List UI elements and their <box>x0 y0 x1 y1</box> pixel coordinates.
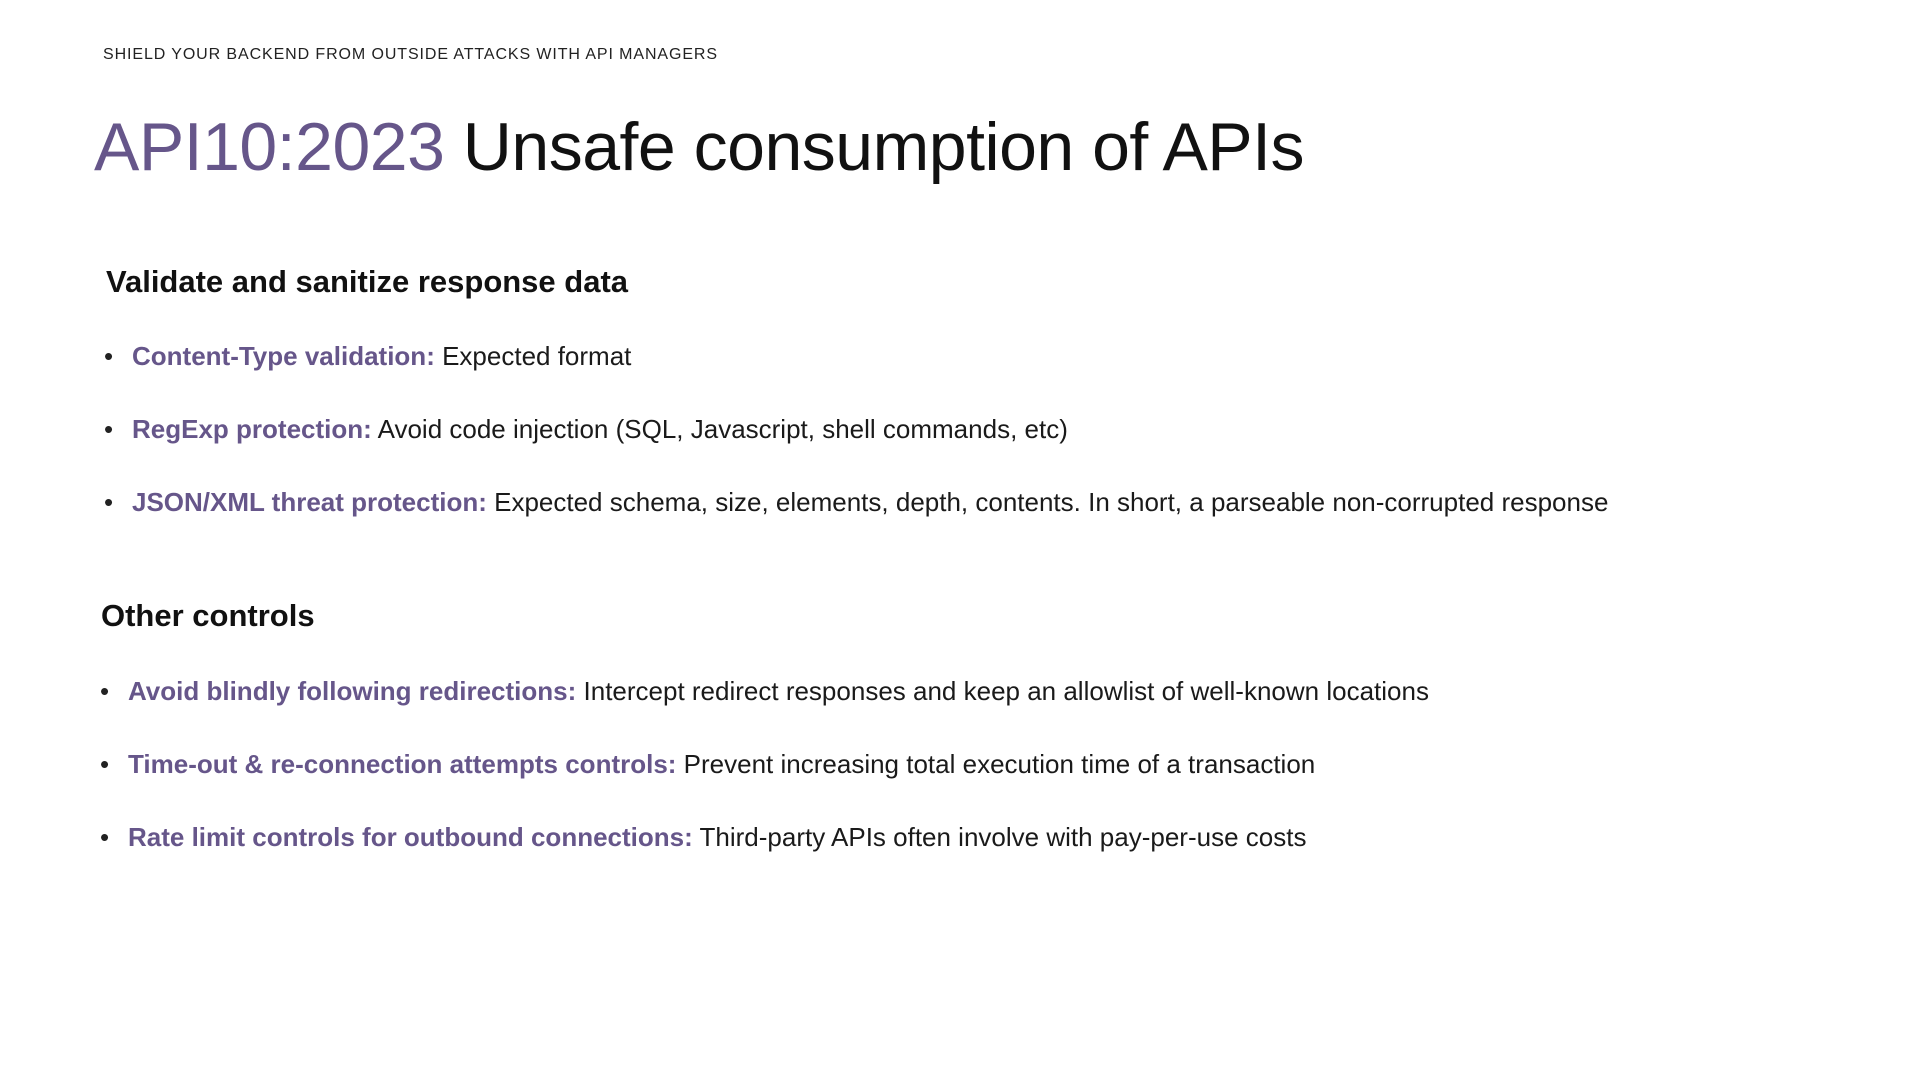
section-heading-validate: Validate and sanitize response data <box>106 264 629 299</box>
list-item <box>104 341 631 372</box>
bullet-term: RegExp protection: <box>132 414 372 444</box>
bullet-icon: • <box>100 822 110 852</box>
bullet-term: Avoid blindly following redirections: <box>128 676 577 706</box>
slide-kicker: SHIELD YOUR BACKEND FROM OUTSIDE ATTACKS WITH API MANAGERS <box>103 46 718 63</box>
slide-title <box>94 108 1304 186</box>
bullet-description: Expected format <box>434 341 632 371</box>
bullet-description: Prevent increasing total execution time of a transaction <box>676 749 1316 779</box>
list-item <box>104 414 1068 445</box>
bullet-term: JSON/XML threat protection: <box>132 487 487 517</box>
bullet-description: Intercept redirect responses and keep an allowlist of well-known locations <box>576 676 1429 706</box>
bullet-description: Third-party APIs often involve with pay-per-use costs <box>692 822 1307 852</box>
title-code: API10:2023 <box>94 109 445 185</box>
bullet-term: Content-Type validation: <box>132 341 435 371</box>
list-item <box>104 487 1608 518</box>
list-item <box>100 676 1429 707</box>
list-item <box>100 822 1306 853</box>
bullet-term: Time-out & re-connection attempts controls: <box>128 749 677 779</box>
list-item <box>100 749 1315 780</box>
bullet-term: Rate limit controls for outbound connections: <box>128 822 693 852</box>
bullet-icon: • <box>104 414 114 444</box>
title-text: Unsafe consumption of APIs <box>444 109 1305 185</box>
bullet-description: Expected schema, size, elements, depth, contents. In short, a parseable non-corrupted response <box>486 487 1609 517</box>
bullet-icon: • <box>104 487 114 517</box>
bullet-description: Avoid code injection (SQL, Javascript, shell commands, etc) <box>371 414 1068 444</box>
section-heading-other-controls: Other controls <box>101 598 315 633</box>
bullet-icon: • <box>100 749 110 779</box>
bullet-icon: • <box>100 676 110 706</box>
bullet-icon: • <box>104 341 114 371</box>
